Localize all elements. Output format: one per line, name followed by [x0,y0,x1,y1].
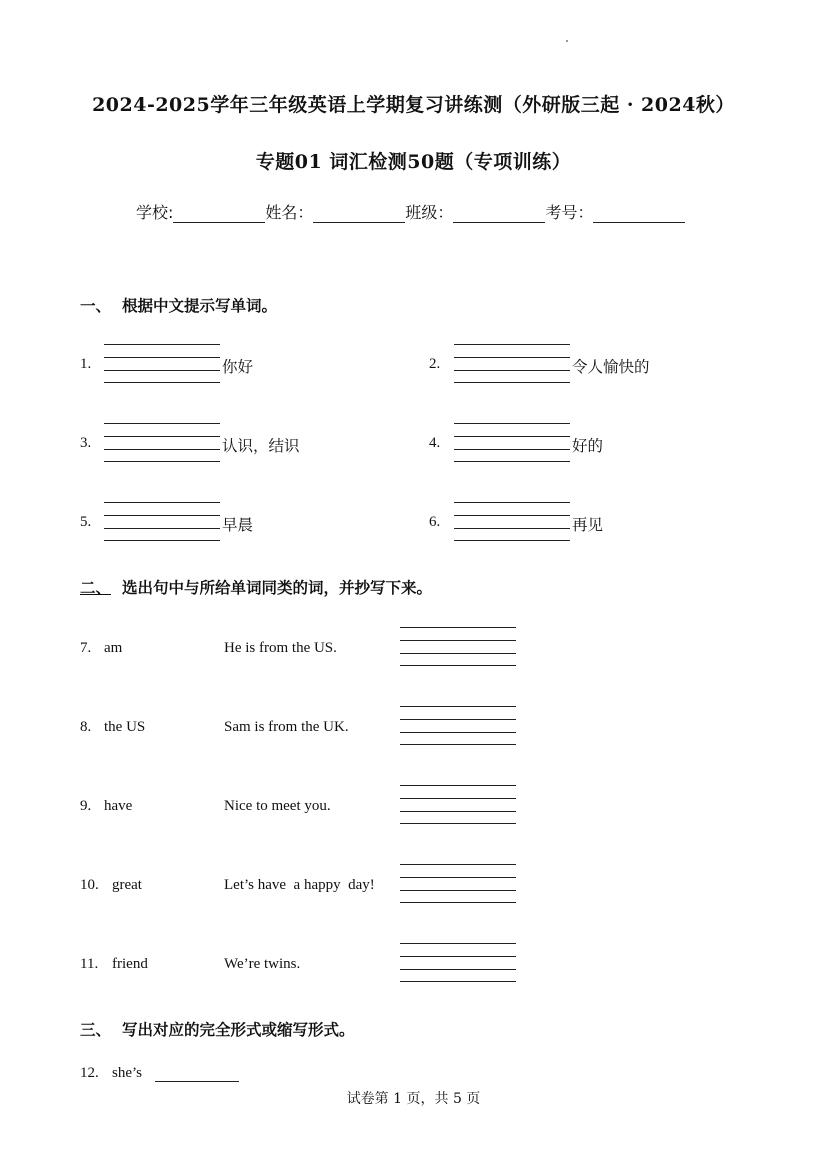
q11-writing-line [400,943,516,944]
section-2-heading [80,576,432,598]
q7-writing-line [400,640,516,641]
q6-writing-line [454,540,570,541]
q10-answer-line[interactable] [400,890,516,891]
q7-number: 7. [80,640,92,656]
q4-writing-line [454,423,570,424]
q12-number: 12. [80,1065,99,1081]
q10-sentence: Let’s have a happy day! [224,877,375,893]
q6-writing-line [454,515,570,516]
section-1-heading [80,294,277,316]
exam-no-label: 考号： [545,203,594,222]
exam-no-field[interactable] [593,205,685,223]
q11-sentence: We’re twins. [224,956,301,972]
q5-writing-line [104,515,220,516]
scan-dot [566,40,568,42]
q7-writing-line [400,665,516,666]
section-3-number: 三、 [80,1021,112,1039]
page-footer: 试卷第 1 页，共 5 页 [346,1091,481,1107]
q11-writing-line [400,956,516,957]
q9-writing-line [400,798,516,799]
q3-writing-line [104,436,220,437]
q11-given-word: friend [112,956,148,972]
q9-answer-line[interactable] [400,811,516,812]
q11-number: 11. [80,956,99,972]
school-field[interactable] [173,205,265,223]
class-field[interactable] [453,205,545,223]
q9-sentence: Nice to meet you. [224,798,331,814]
q3-writing-line [104,423,220,424]
q5-writing-line [104,502,220,503]
class-label: 班级： [405,203,454,222]
q9-writing-line [400,823,516,824]
q1-number: 1. [80,356,92,372]
q8-sentence: Sam is from the UK. [224,719,349,735]
q11-answer-line[interactable] [400,969,516,970]
q5-number: 5. [80,514,92,530]
q1-answer-line[interactable] [104,370,220,371]
q10-writing-line [400,902,516,903]
q2-writing-line [454,357,570,358]
section-2-number: 二、 [80,579,112,597]
q1-writing-line [104,357,220,358]
q5-writing-line [104,540,220,541]
q8-answer-line[interactable] [400,732,516,733]
q2-writing-line [454,344,570,345]
q4-hint: 好的 [572,437,604,455]
q5-answer-line[interactable] [104,528,220,529]
q9-given-word: have [104,798,133,814]
q3-answer-line[interactable] [104,449,220,450]
q6-writing-line [454,502,570,503]
q4-number: 4. [429,435,441,451]
section-2-title: 选出句中与所给单词同类的词，并抄写下来。 [122,579,433,597]
q1-writing-line [104,344,220,345]
q2-hint: 令人愉快的 [572,358,650,376]
page-title: 2024-2025学年三年级英语上学期复习讲练测（外研版三起 · 2024秋） [92,94,735,116]
q11-writing-line [400,981,516,982]
q4-writing-line [454,436,570,437]
q6-hint: 再见 [572,516,604,534]
q2-answer-line[interactable] [454,370,570,371]
q12-given-word: she’s [112,1065,142,1081]
section-3-title: 写出对应的完全形式或缩写形式。 [122,1021,355,1039]
student-info-row [136,200,685,223]
q10-writing-line [400,877,516,878]
q7-given-word: am [104,640,123,656]
section-3-heading [80,1018,355,1040]
q4-writing-line [454,461,570,462]
q9-writing-line [400,785,516,786]
q3-hint: 认识，结识 [222,437,300,455]
q7-answer-line[interactable] [400,653,516,654]
q10-number: 10. [80,877,99,893]
q6-number: 6. [429,514,441,530]
name-label: 姓名： [265,203,314,222]
q4-answer-line[interactable] [454,449,570,450]
q1-hint: 你好 [222,358,254,376]
q2-writing-line [454,382,570,383]
q8-number: 8. [80,719,92,735]
q7-writing-line [400,627,516,628]
section-1-number: 一、 [80,297,112,315]
q7-sentence: He is from the US. [224,640,337,656]
q5-hint: 早晨 [222,516,254,534]
q8-given-word: the US [104,719,146,735]
q8-writing-line [400,719,516,720]
school-label: 学校: [136,203,174,222]
q2-number: 2. [429,356,441,372]
name-field[interactable] [313,205,405,223]
q3-writing-line [104,461,220,462]
q3-number: 3. [80,435,92,451]
q12-answer-line[interactable] [155,1081,239,1082]
section-1-title: 根据中文提示写单词。 [122,297,278,315]
q10-given-word: great [112,877,142,893]
q8-writing-line [400,706,516,707]
q10-writing-line [400,864,516,865]
page-subtitle: 专题01 词汇检测50题（专项训练） [255,151,572,173]
q9-number: 9. [80,798,92,814]
q1-writing-line [104,382,220,383]
q8-writing-line [400,744,516,745]
q6-answer-line[interactable] [454,528,570,529]
